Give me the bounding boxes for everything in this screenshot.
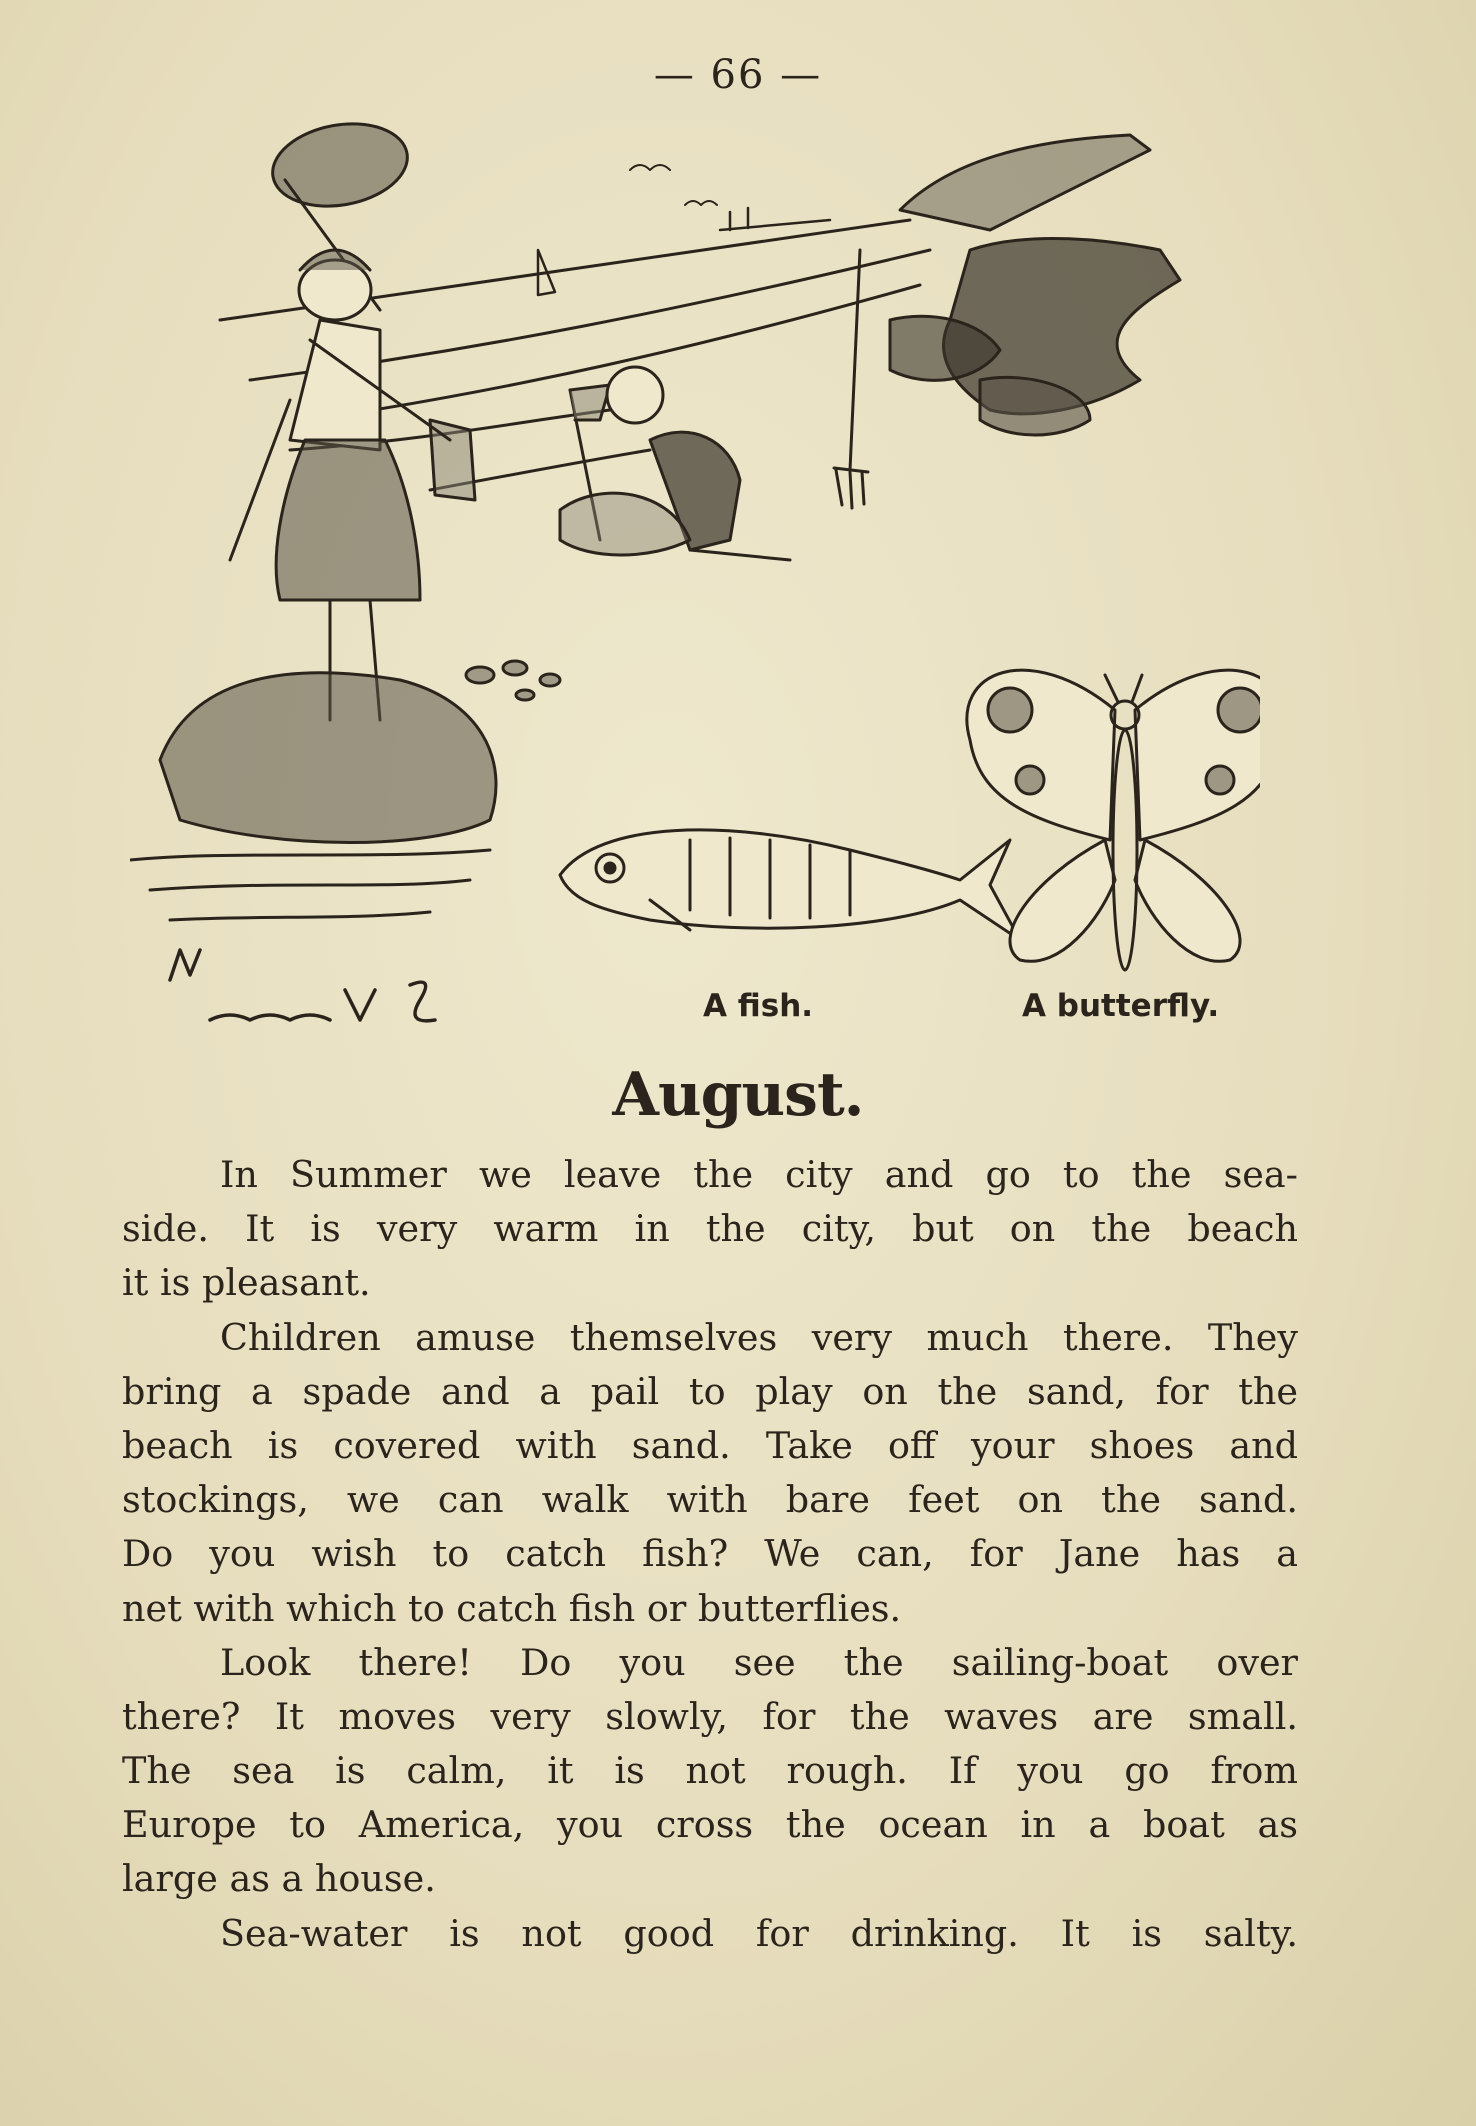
page-number: — 66 — xyxy=(653,52,823,98)
text-line: side. It is very warm in the city, but on the beach xyxy=(122,1207,1298,1251)
rock-in-water xyxy=(130,673,496,920)
steamship xyxy=(720,208,830,230)
text-line: Children amuse themselves very much there. They xyxy=(220,1315,1298,1359)
beach-scene-illustration xyxy=(130,120,1260,1050)
seagulls xyxy=(630,165,717,205)
text-line: stockings, we can walk with bare feet on the sand. xyxy=(122,1478,1298,1522)
text-line: bring a spade and a pail to play on the sand, for the xyxy=(122,1369,1298,1413)
girl-with-net xyxy=(230,120,475,720)
text-line: large as a house. xyxy=(122,1857,436,1901)
boy-with-flag xyxy=(560,367,790,560)
text-line: Do you wish to catch fish? We can, for Jane has a xyxy=(122,1532,1298,1576)
garden-fork xyxy=(834,250,868,508)
fish-caption: A fish. xyxy=(703,988,814,1024)
pebbles xyxy=(466,661,560,700)
butterfly-caption: A butterfly. xyxy=(1022,988,1220,1024)
artist-signature xyxy=(170,950,435,1021)
text-line: Sea-water is not good for drinking. It is salty. xyxy=(220,1911,1298,1955)
fish-drawing xyxy=(560,830,1020,940)
text-line: Europe to America, you cross the ocean in a boat as xyxy=(122,1803,1298,1847)
cliff-rocks xyxy=(890,135,1180,435)
chapter-title: August. xyxy=(612,1060,864,1130)
text-line: net with which to catch fish or butterflies. xyxy=(122,1586,902,1630)
text-line: there? It moves very slowly, for the waves are small. xyxy=(122,1694,1298,1738)
text-line: The sea is calm, it is not rough. If you go from xyxy=(122,1749,1298,1793)
text-line: In Summer we leave the city and go to the sea- xyxy=(220,1153,1298,1196)
text-line: it is pleasant. xyxy=(122,1261,371,1305)
body-text xyxy=(122,1148,1298,1961)
text-line: beach is covered with sand. Take off your shoes and xyxy=(122,1423,1298,1467)
text-line: Look there! Do you see the sailing-boat over xyxy=(220,1640,1298,1684)
